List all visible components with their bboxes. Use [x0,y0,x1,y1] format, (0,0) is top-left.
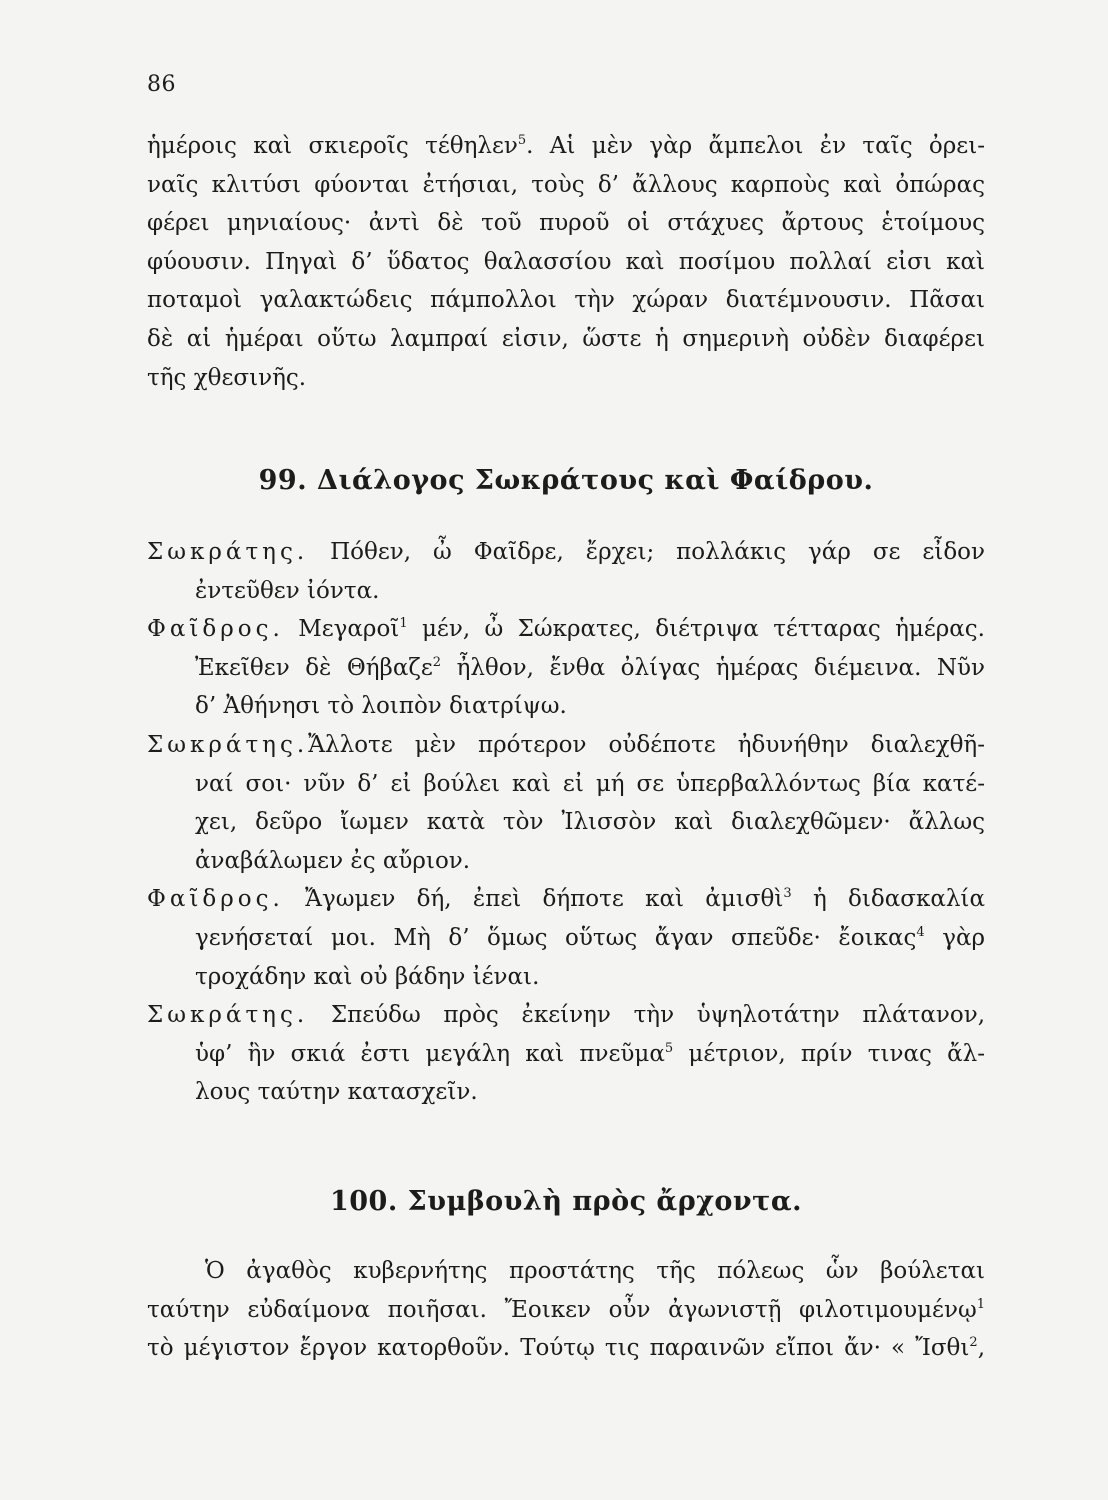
text-line: γενήσεταί μοι. Μὴ δ’ ὅμως οὕτως ἄγαν σπεῦδε· ἔοικας$^4$ γὰρ [195,924,986,951]
text-line: δὲ αἱ ἡμέραι οὕτω λαμπραί εἰσιν, ὥστε ἡ σημερινὴ οὐδὲν διαφέρει [147,325,985,352]
text-line: φέρει μηνιαίους· ἀντὶ δὲ τοῦ πυροῦ οἱ στάχυες ἄρτους ἑτοίμους [147,210,985,237]
speaker-sokrates: Σωκράτης. [147,539,309,565]
text-line: ἀναβάλωμεν ἐς αὔριον. [195,847,471,874]
text-line: Σωκράτης.Ἄλλοτε μὲν πρότερον οὐδέποτε ἠδυνήθην διαλεχθῆ- [147,731,985,758]
text-line: τὸ μέγιστον ἔργον κατορθοῦν. Τούτῳ τις παραινῶν εἴποι ἄν· « Ἴσθι$^2$, [147,1335,985,1362]
text-line: ἐντεῦθεν ἰόντα. [195,577,380,604]
text-line: ναί σοι· νῦν δ’ εἰ βούλει καὶ εἰ μή σε ὑπερβαλλόντως βία κατέ- [195,770,985,797]
paragraph-continued [147,127,985,397]
speaker-phaidros: Φαῖδρος. [147,616,284,643]
speaker-phaidros: Φαῖδρος. [147,886,284,913]
dialogue-section [147,533,985,1112]
text-line: ταύτην εὐδαίμονα ποιῆσαι. Ἔοικεν οὖν ἀγωνιστῇ φιλοτιμουμένῳ$^1$ [147,1296,985,1323]
page-number: 86 [147,72,176,97]
text-line: ποταμοὶ γαλακτώδεις πάμπολλοι τὴν χώραν διατέμνουσιν. Πᾶσαι [147,287,985,314]
text-line: Ὁ ἀγαθὸς κυβερνήτης προστάτης τῆς πόλεως ὧν βούλεται [205,1258,985,1284]
speaker-sokrates: Σωκράτης. [147,731,309,758]
text-line: ὑφ’ ἣν σκιά ἐστι μεγάλη καὶ πνεῦμα$^5$ μέτριον, πρίν τινας ἄλ- [195,1040,985,1067]
speaker-sokrates: Σωκράτης. [147,1002,309,1029]
text-line: λους ταύτην κατασχεῖν. [195,1079,478,1106]
section-heading-99: 99. Διάλογος Σωκράτους καὶ Φαίδρου. [258,465,874,496]
text-line: Φαῖδρος. Ἄγωμεν δή, ἐπεὶ δήποτε καὶ ἀμισθὶ$^3$ ἡ διδασκαλία [147,886,985,913]
text-line: Ἐκεῖθεν δὲ Θήβαζε$^2$ ἦλθον, ἔνθα ὀλίγας ἡμέρας διέμεινα. Νῦν [195,654,985,681]
section-heading-100: 100. Συμβουλὴ πρὸς ἄρχοντα. [329,1186,803,1217]
text-line: φύουσιν. Πηγαὶ δ’ ὕδατος θαλασσίου καὶ ποσίμου πολλαί εἰσι καὶ [147,248,985,275]
text-line: ναῖς κλιτύσι φύονται ἐτήσιαι, τοὺς δ’ ἄλλους καρποὺς καὶ ὀπώρας [147,171,985,198]
text-line: δ’ Ἀθήνησι τὸ λοιπὸν διατρίψω. [195,693,567,720]
text-line: Σωκράτης. Σπεύδω πρὸς ἐκείνην τὴν ὑψηλοτάτην πλάτανον, [147,1002,986,1029]
text-line: Φαῖδρος. Μεγαροῖ$^1$ μέν, ὦ Σώκρατες, διέτριψα τέτταρας ἡμέρας. [147,616,985,643]
text-line: ἡμέροις καὶ σκιεροῖς τέθηλεν$^5$. Αἱ μὲν γὰρ ἄμπελοι ἐν ταῖς ὀρει- [147,133,985,159]
text-line: τῆς χθεσινῆς. [147,364,307,391]
paragraph-advice [147,1252,985,1368]
text-line: τροχάδην καὶ οὐ βάδην ἰέναι. [195,963,540,990]
text-line: χει, δεῦρο ἴωμεν κατὰ τὸν Ἰλισσὸν καὶ διαλεχθῶμεν· ἄλλως [195,809,985,836]
text-line: Σωκράτης. Πόθεν, ὦ Φαῖδρε, ἔρχει; πολλάκις γάρ σε εἶδον [147,539,986,565]
